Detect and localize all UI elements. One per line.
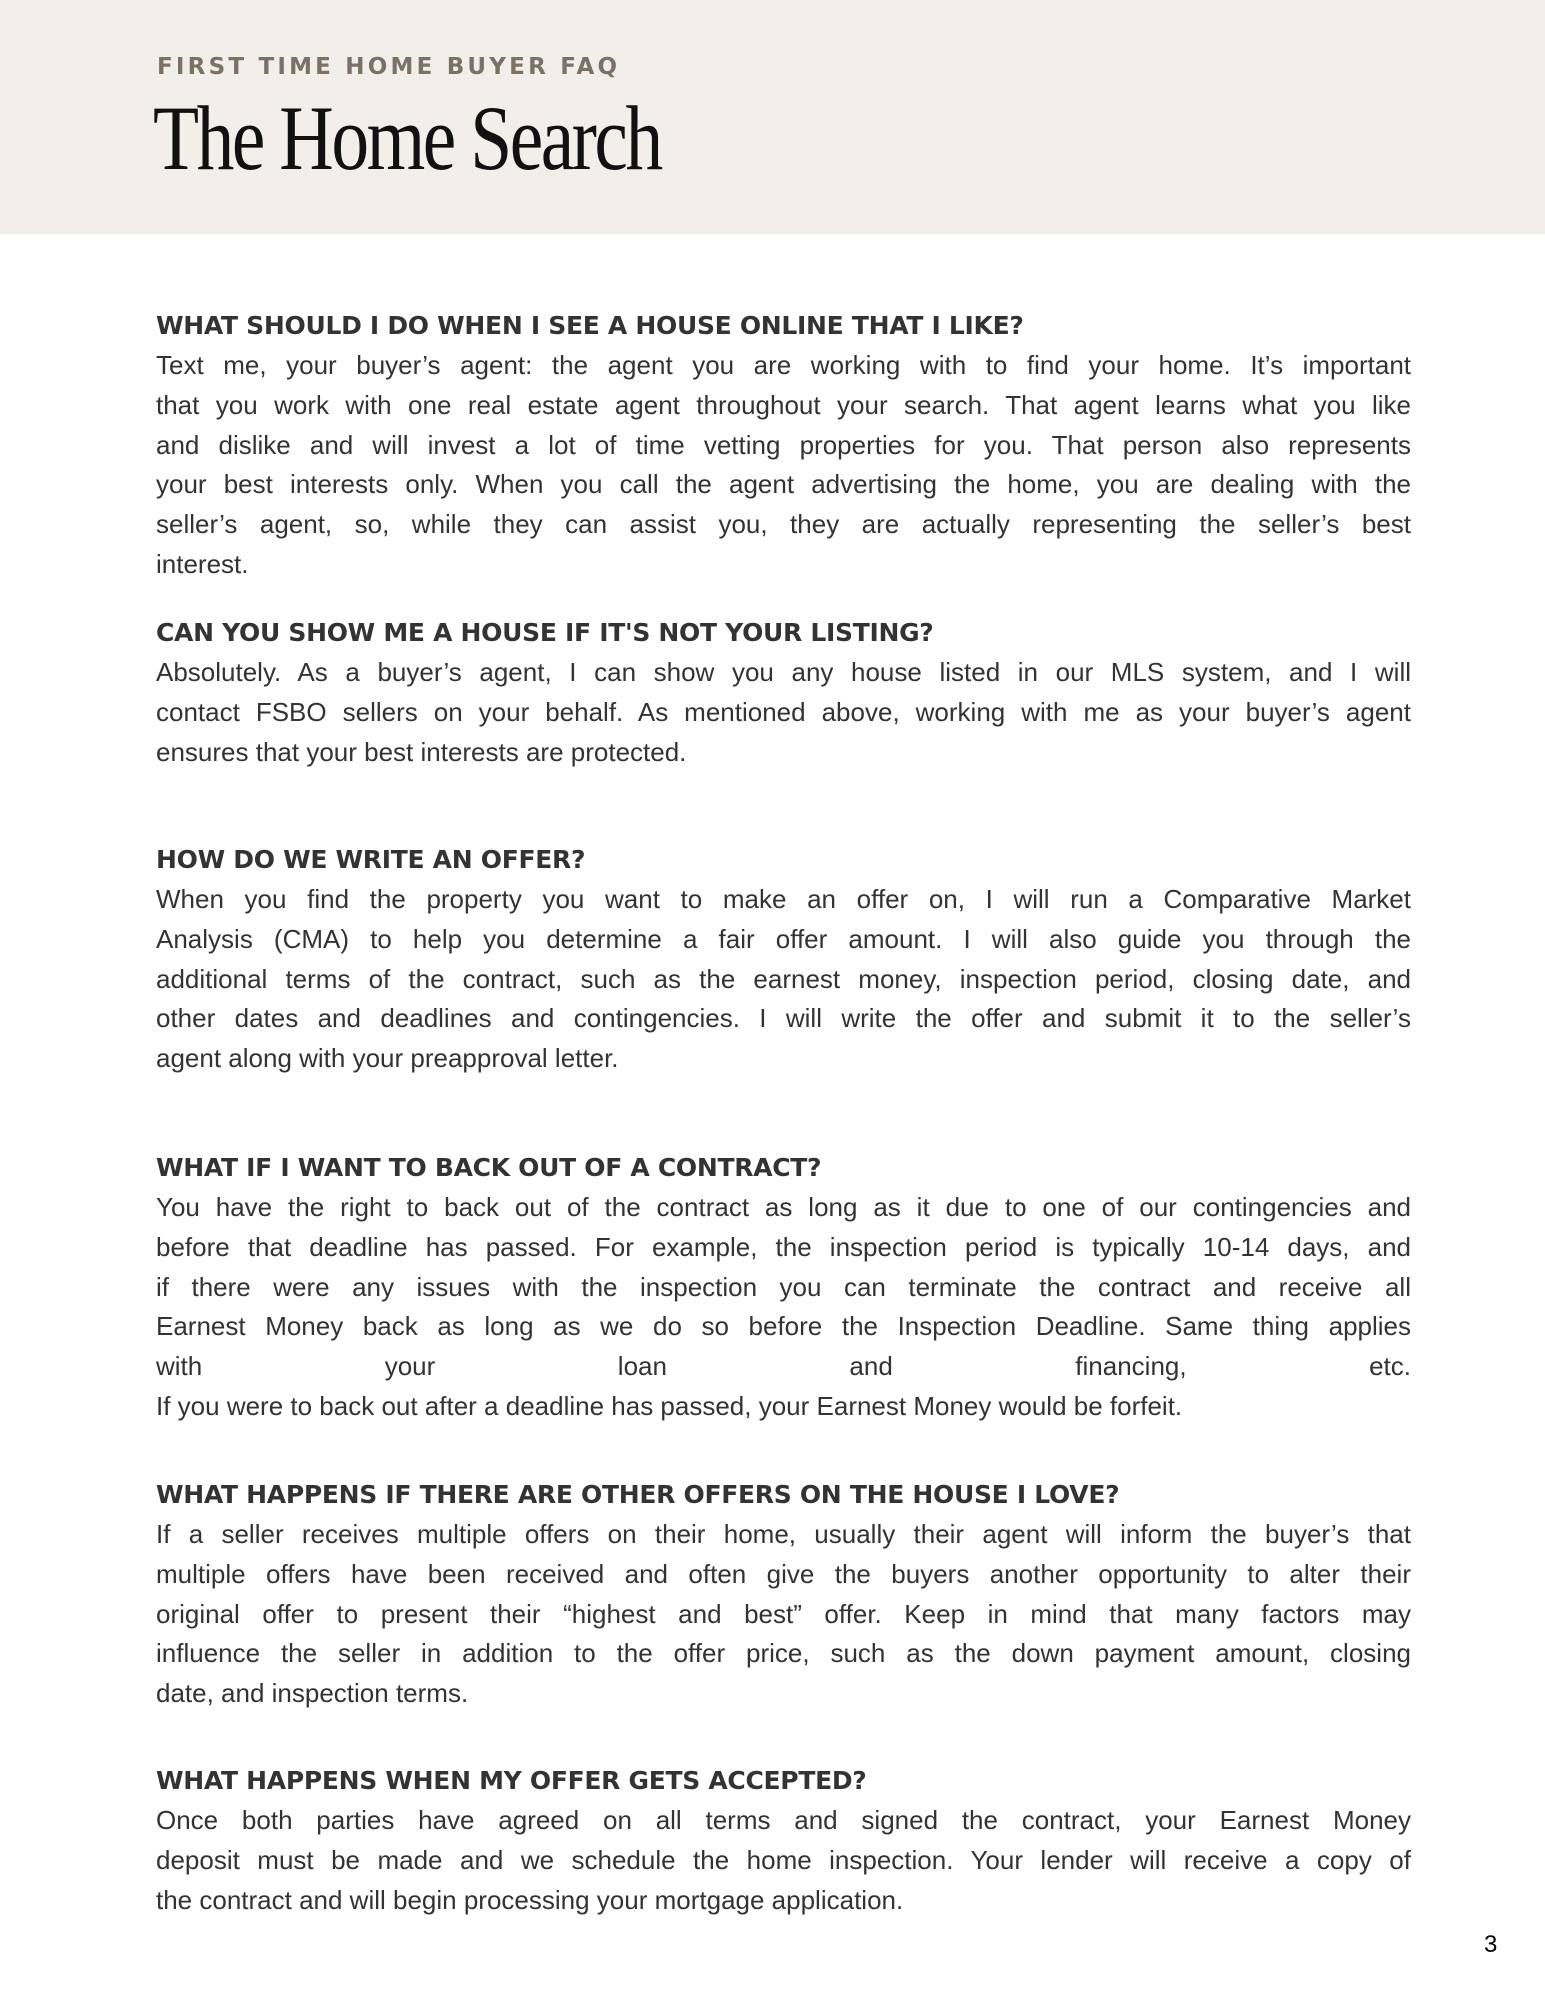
faq-question: WHAT HAPPENS IF THERE ARE OTHER OFFERS ON THE HOUSE I LOVE? [156, 1480, 1120, 1509]
answer-line: interest. [156, 548, 249, 579]
answer-line: If a seller receives multiple offers on their home, usually their agent will inform the buyer’s that [156, 1519, 1411, 1549]
answer-line: original offer to present their “highest and best” offer. Keep in mind that many factors may [156, 1598, 1411, 1629]
faq-answer [156, 1801, 1411, 1920]
answer-line: that you work with one real estate agent throughout your search. That agent learns what you like [156, 389, 1411, 420]
faq-question: WHAT HAPPENS WHEN MY OFFER GETS ACCEPTED? [156, 1766, 867, 1795]
faq-question: WHAT IF I WANT TO BACK OUT OF A CONTRACT? [156, 1153, 822, 1182]
answer-line: deposit must be made and we schedule the home inspection. Your lender will receive a copy of [156, 1844, 1411, 1875]
answer-line: additional terms of the contract, such as the earnest money, inspection period, closing date, and [156, 963, 1411, 994]
faq-answer [156, 1515, 1411, 1714]
answer-line: Once both parties have agreed on all terms and signed the contract, your Earnest Money [156, 1805, 1411, 1835]
answer-line: Text me, your buyer’s agent: the agent you are working with to find your home. It’s important [156, 350, 1411, 380]
faq-question: WHAT SHOULD I DO WHEN I SEE A HOUSE ONLINE THAT I LIKE? [156, 311, 1024, 340]
faq-answer [156, 1188, 1411, 1427]
answer-line: if there were any issues with the inspection you can terminate the contract and receive all [156, 1271, 1411, 1302]
faq-section-back-out [156, 1148, 1411, 1427]
faq-section-not-your-listing [156, 613, 1411, 772]
faq-question: CAN YOU SHOW ME A HOUSE IF IT'S NOT YOUR LISTING? [156, 618, 934, 647]
answer-line: your best interests only. When you call the agent advertising the home, you are dealing with the [156, 469, 1411, 500]
answer-line: and dislike and will invest a lot of time vetting properties for you. That person also represents [156, 429, 1411, 460]
faq-section-write-offer [156, 840, 1411, 1079]
answer-line: contact FSBO sellers on your behalf. As mentioned above, working with me as your buyer’s agent [156, 696, 1411, 727]
answer-line: the contract and will begin processing your mortgage application. [156, 1884, 904, 1915]
faq-question: HOW DO WE WRITE AN OFFER? [156, 845, 586, 874]
answer-line: ensures that your best interests are protected. [156, 736, 687, 767]
answer-line: influence the seller in addition to the offer price, such as the down payment amount, closing [156, 1638, 1411, 1669]
answer-line: with your loan and financing, etc. [156, 1351, 1411, 1382]
answer-line: Absolutely. As a buyer’s agent, I can show you any house listed in our MLS system, and I will [156, 657, 1411, 687]
answer-line: If you were to back out after a deadline has passed, your Earnest Money would be forfeit. [156, 1390, 1183, 1421]
faq-answer [156, 653, 1411, 772]
faq-section-offer-accepted [156, 1761, 1411, 1920]
page-title: The Home Search [153, 87, 661, 189]
answer-line: Analysis (CMA) to help you determine a fair offer amount. I will also guide you through the [156, 923, 1411, 954]
document-kicker: FIRST TIME HOME BUYER FAQ [157, 54, 621, 80]
faq-section-house-online [156, 306, 1411, 585]
answer-line: before that deadline has passed. For example, the inspection period is typically 10-14 days, and [156, 1231, 1411, 1262]
faq-answer [156, 346, 1411, 585]
answer-line: agent along with your preapproval letter. [156, 1043, 619, 1074]
answer-line: When you find the property you want to make an offer on, I will run a Comparative Market [156, 884, 1411, 914]
faq-section-other-offers [156, 1475, 1411, 1714]
answer-line: seller’s agent, so, while they can assist you, they are actually representing the seller’s best [156, 509, 1411, 540]
answer-line: Earnest Money back as long as we do so before the Inspection Deadline. Same thing applies [156, 1311, 1411, 1342]
faq-answer [156, 880, 1411, 1079]
answer-line: You have the right to back out of the contract as long as it due to one of our contingencies and [156, 1192, 1411, 1222]
page-number: 3 [1484, 1931, 1498, 1958]
answer-line: multiple offers have been received and often give the buyers another opportunity to alter their [156, 1558, 1411, 1589]
answer-line: date, and inspection terms. [156, 1678, 469, 1709]
answer-line: other dates and deadlines and contingencies. I will write the offer and submit it to the seller’s [156, 1003, 1411, 1034]
